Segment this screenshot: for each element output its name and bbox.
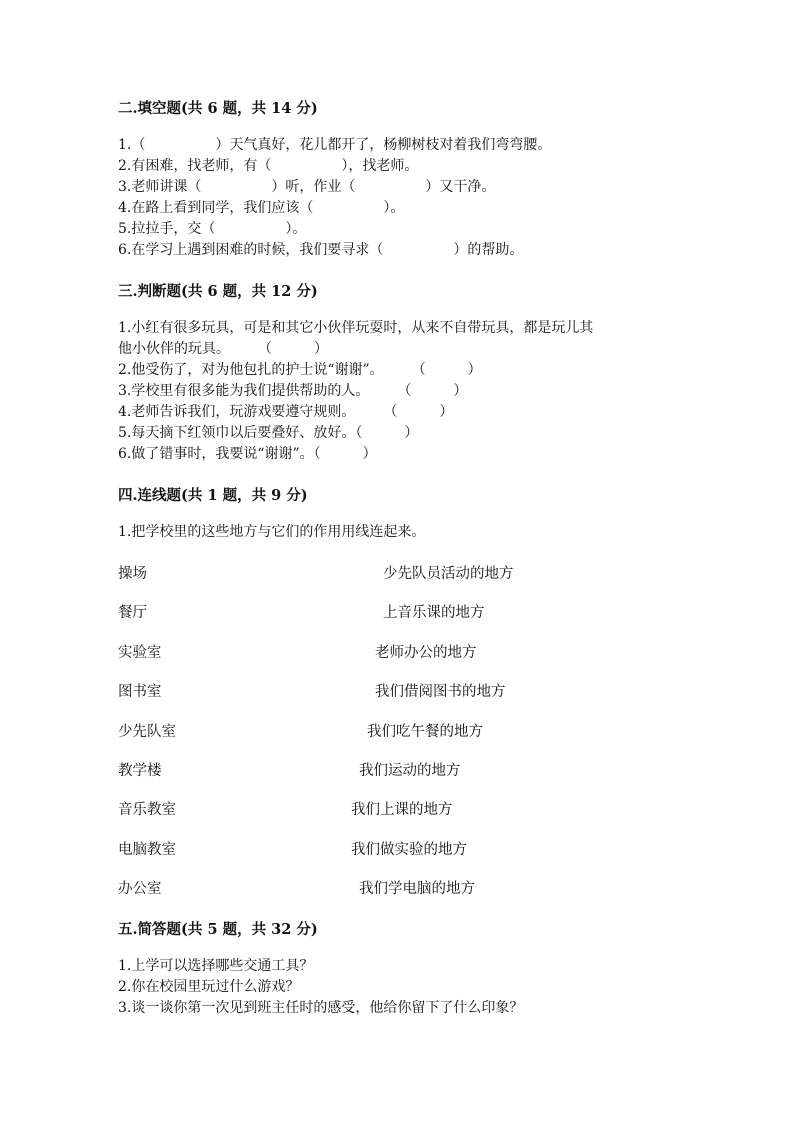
question-line: 3.老师讲课（ ）听，作业（ ）又干净。 (118, 179, 496, 195)
question-line: 1.小红有很多玩具，可是和其它小伙伴玩耍时，从来不自带玩具，都是玩儿其 (118, 320, 594, 336)
question-line: 1.（ ）天气真好，花儿都开了，杨柳树枝对着我们弯弯腰。 (118, 137, 552, 153)
question-line: 1.上学可以选择哪些交通工具？ (118, 958, 314, 974)
question-line: 5.每天摘下红领巾以后要叠好、放好。（ ） (118, 425, 419, 441)
section-heading-true-false: 三.判断题(共 6 题，共 12 分) (118, 283, 318, 300)
matching-left-item: 办公室 (118, 881, 162, 897)
question-line: 5.拉拉手，交（ ）。 (118, 221, 307, 237)
matching-left-item: 实验室 (118, 645, 162, 661)
question-line: 3.谈一谈你第一次见到班主任时的感受，他给你留下了什么印象？ (118, 1000, 524, 1016)
section-heading-fill-blank: 二.填空题(共 6 题，共 14 分) (118, 100, 318, 117)
question-line: 2.你在校园里玩过什么游戏？ (118, 979, 300, 995)
matching-right-item: 老师办公的地方 (375, 645, 477, 661)
matching-right-item: 我们做实验的地方 (351, 842, 467, 858)
matching-right-item: 上音乐课的地方 (383, 605, 485, 621)
question-line: 4.在路上看到同学，我们应该（ ）。 (118, 200, 405, 216)
matching-right-item: 我们借阅图书的地方 (375, 684, 506, 700)
matching-right-item: 少先队员活动的地方 (383, 566, 514, 582)
matching-left-item: 操场 (118, 566, 147, 582)
matching-left-item: 教学楼 (118, 763, 162, 779)
matching-right-item: 我们学电脑的地方 (359, 881, 475, 897)
matching-right-item: 我们吃午餐的地方 (367, 724, 483, 740)
question-line: 2.有困难，找老师，有（ ），找老师。 (118, 158, 419, 174)
question-line: 3.学校里有很多能为我们提供帮助的人。 （ ） (118, 383, 468, 399)
question-line: 他小伙伴的玩具。 （ ） (118, 341, 328, 357)
matching-left-item: 少先队室 (118, 724, 176, 740)
matching-right-item: 我们运动的地方 (359, 763, 461, 779)
section-heading-matching: 四.连线题(共 1 题，共 9 分) (118, 487, 308, 504)
matching-right-item: 我们上课的地方 (351, 802, 453, 818)
matching-left-item: 电脑教室 (118, 842, 176, 858)
question-line: 6.做了错事时，我要说“谢谢”。（ ） (118, 446, 377, 462)
matching-instruction: 1.把学校里的这些地方与它们的作用用线连起来。 (118, 524, 426, 540)
matching-left-item: 音乐教室 (118, 802, 176, 818)
question-line: 2.他受伤了，对为他包扎的护士说“谢谢”。 （ ） (118, 362, 482, 378)
section-heading-short-answer: 五.简答题(共 5 题，共 32 分) (118, 921, 318, 938)
matching-left-item: 餐厅 (118, 605, 147, 621)
question-line: 6.在学习上遇到困难的时候，我们要寻求（ ）的帮助。 (118, 242, 524, 258)
matching-left-item: 图书室 (118, 684, 162, 700)
question-line: 4.老师告诉我们，玩游戏要遵守规则。 （ ） (118, 404, 454, 420)
